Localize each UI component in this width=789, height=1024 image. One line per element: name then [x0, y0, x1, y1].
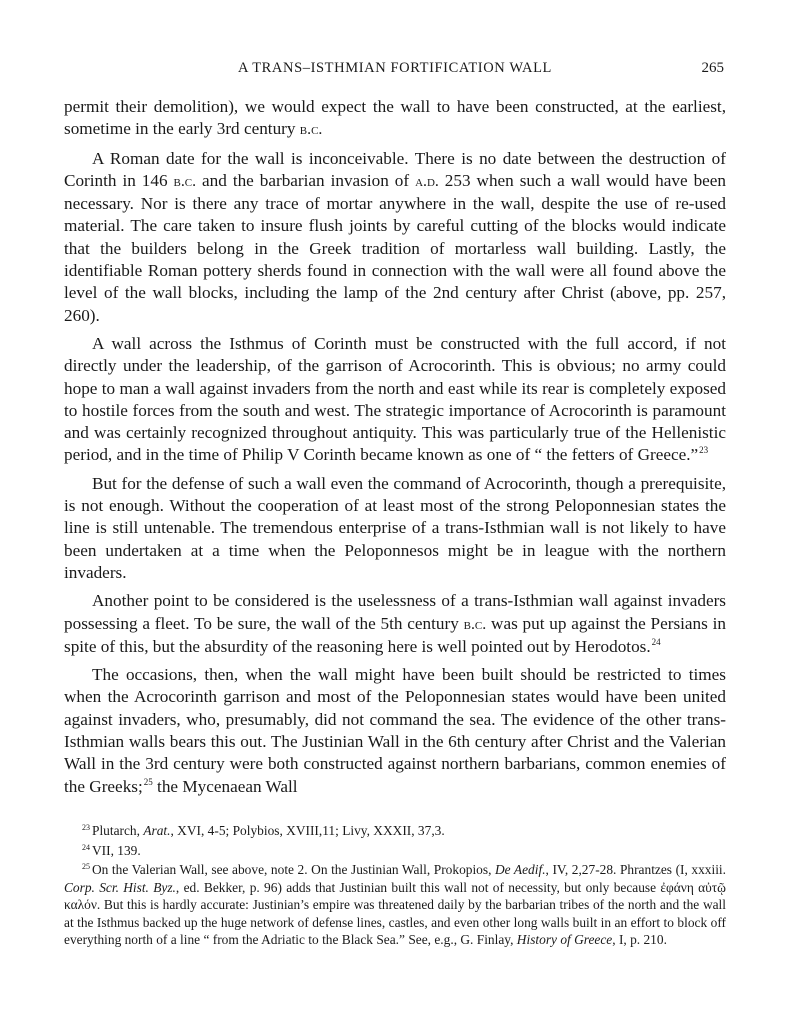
paragraph-4 — [64, 473, 726, 584]
paragraph-5-text-a: Another point to be considered is the uselessness of a trans-Isthmian wall against invaders possessing a fleet. To be sure, the wall of the 5th century — [64, 591, 726, 633]
footnote-mark-25: 25 — [82, 862, 90, 872]
paragraph-3 — [64, 333, 726, 467]
era-abbrev: b.c. — [173, 172, 197, 190]
era-abbrev: b.c. — [463, 615, 487, 633]
footnote-23 — [64, 822, 726, 840]
footnote-25-text-c: , ed. Bekker, p. 96) adds that Justinian built this wall not of necessity, but only because — [175, 879, 661, 895]
paragraph-6-text-b: the Mycenaean Wall — [152, 776, 298, 796]
footnote-25-text-e: , I, p. 210. — [612, 932, 667, 948]
footnote-25-title-2: Corp. Scr. Hist. Byz. — [64, 879, 176, 895]
footnote-ref-24[interactable]: 24 — [651, 636, 661, 647]
footnote-mark-24: 24 — [82, 842, 90, 852]
paragraph-2-text-c: 253 when such a wall would have been necessary. Nor is there any trace of mortar anywhere in the wall, despite the use of re-used material. The care taken to insure flush joints by careful cutting of the blocks would indicate that the builders belong in the Greek tradition of mortarless wall building. Lastly, the identifiable Roman pottery sherds found in connection with the wall were all found above the level of the wall blocks, including the lamp of the 2nd century after Christ (above, pp. 257, 260). — [64, 170, 727, 325]
footnote-24 — [64, 842, 726, 860]
era-abbrev: a.d. — [415, 172, 439, 190]
footnotes — [64, 822, 726, 949]
footnote-25-text-a: On the Valerian Wall, see above, note 2. On the Justinian Wall, Prokopios, — [92, 862, 495, 878]
footnote-25-greek: ἐφάνη αὐτῷ καλόν — [64, 879, 726, 913]
footnote-25 — [64, 861, 726, 949]
page-number: 265 — [701, 60, 724, 76]
paragraph-1-text: permit their demolition), we would expect the wall to have been constructed, at the earliest, sometime in the early 3rd century — [64, 97, 726, 139]
footnote-23-title: Arat. — [143, 822, 171, 838]
body-text — [64, 96, 726, 798]
running-title: A TRANS–ISTHMIAN FORTIFICATION WALL — [237, 60, 553, 76]
paragraph-3-text: A wall across the Isthmus of Corinth must be constructed with the full accord, if not directly under the leadership, of the garrison of Acrocorinth. This is obvious; no army could hope to man a wall against invaders from the north and east while its rear is completely exposed to hostile forces from the south and west. The strategic importance of Acrocorinth is paramount and was certainly recognized throughout antiquity. This was particularly true of the Hellenistic period, and in the time of Philip V Corinth became known as one of “ the fetters of Greece.” — [64, 333, 726, 465]
footnote-25-title-3: History of Greece — [516, 932, 613, 948]
page — [64, 58, 726, 951]
footnote-25-title-1: De Aedif. — [495, 862, 546, 878]
footnote-mark-23: 23 — [82, 822, 90, 832]
paragraph-2-text-a: A Roman date for the wall is inconceivable. There is no date between the destruction of Corinth in 146 — [64, 148, 726, 190]
footnote-ref-23[interactable]: 23 — [699, 445, 709, 456]
footnote-23-text-b: , XVI, 4-5; Polybios, XVIII,11; Livy, XXXII, 37,3. — [170, 822, 445, 838]
footnote-ref-25[interactable]: 25 — [143, 776, 153, 787]
paragraph-2-text-b: and the barbarian invasion of — [196, 170, 416, 190]
footnote-25-text-b: , IV, 2,27-28. Phrantzes (I, xxxiii. — [545, 862, 726, 878]
paragraph-5 — [64, 590, 726, 658]
paragraph-6 — [64, 664, 726, 798]
footnote-23-text-a: Plutarch, — [92, 822, 144, 838]
era-abbrev: b.c. — [299, 121, 323, 139]
paragraph-2 — [64, 148, 726, 327]
paragraph-1 — [64, 96, 726, 142]
paragraph-5-text-b: was put up against the Persians in spite of this, but the absurdity of the reasoning here is well pointed out by Herodotos. — [64, 613, 726, 656]
footnote-24-text: VII, 139. — [92, 842, 141, 858]
footnote-25-text-d: . But this is hardly accurate: Justinian’s empire was threatened daily by the barbarian tribes of the north and the wall at the Isthmus backed up the huge network of defense lines, castles, and even other long walls built in an effort to block off everything north of a line “ from the Adriatic to the Black Sea.” See, e.g., G. Finlay, — [64, 897, 726, 948]
paragraph-6-text-a: The occasions, then, when the wall might have been built should be restricted to times when the Acrocorinth garrison and most of the Peloponnesian states would have been united against invaders, who, presumably, did not command the sea. The evidence of the other trans-Isthmian walls bears this out. The Justinian Wall in the 6th century after Christ and the Valerian Wall in the 3rd century were both constructed against northern barbarians, common enemies of the Greeks; — [64, 665, 726, 796]
running-head — [64, 58, 726, 82]
paragraph-4-text: But for the defense of such a wall even the command of Acrocorinth, though a prerequisite, is not enough. Without the cooperation of at least most of the strong Peloponnesian states the line is still untenable. The tremendous enterprise of a trans-Isthmian wall is not likely to have been undertaken at a time when the Peloponnesos might be in league with the northern invaders. — [64, 473, 726, 582]
